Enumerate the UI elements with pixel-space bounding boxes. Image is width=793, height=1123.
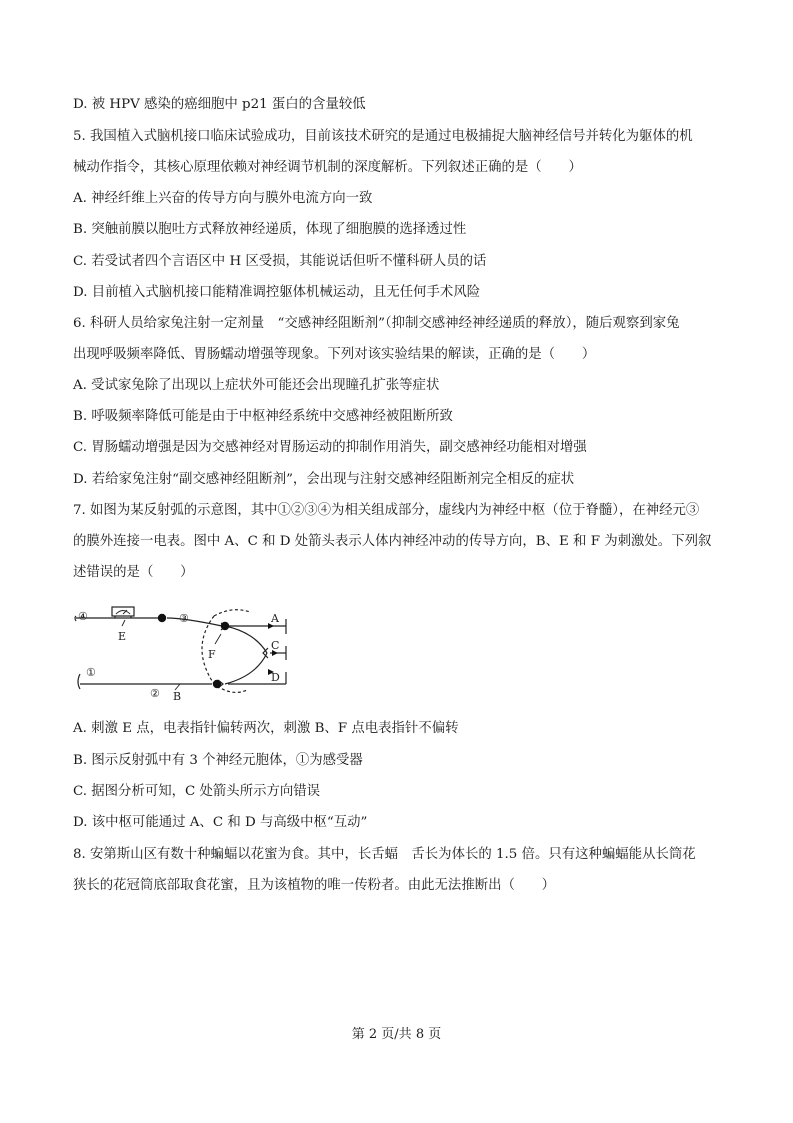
question-6-stem-line-2: 出现呼吸频率降低、胃肠蠕动增强等现象。下列对该实验结果的解读，正确的是（ ） [73,347,596,362]
label-3: ③ [179,612,189,625]
reflex-arc-diagram [72,604,302,700]
question-6-option-c: C. 胃肠蠕动增强是因为交感神经对胃肠运动的抑制作用消失，副交感神经功能相对增强 [73,440,587,455]
question-7-option-b: B. 图示反射弧中有 3 个神经元胞体，①为感受器 [73,753,363,768]
label-d: D [271,671,280,684]
label-e: E [118,630,127,643]
question-7-option-a: A. 刺激 E 点，电表指针偏转两次，刺激 B、F 点电表指针不偏转 [73,721,459,736]
question-8-stem-line-1: 8. 安第斯山区有数十种蝙蝠以花蜜为食。其中，长舌蝠 舌长为体长的 1.5 倍。只有这种蝙蝠能从长筒花 [73,847,696,862]
question-8-stem-line-2: 狭长的花冠筒底部取食花蜜，且为该植物的唯一传粉者。由此无法推断出（ ） [73,878,556,893]
question-6-option-d: D. 若给家兔注射“副交感神经阻断剂”，会出现与注射交感神经阻断剂完全相反的症状 [73,472,575,487]
question-5-option-c: C. 若受试者四个言语区中 H 区受损，其能说话但听不懂科研人员的话 [73,254,487,269]
label-f: F [208,648,216,661]
label-4: ④ [78,610,88,623]
question-6-stem-line-1: 6. 科研人员给家兔注射一定剂量 “交感神经阻断剂”（抑制交感神经神经递质的释放），随后观察到家兔 [73,316,680,331]
question-7-stem-line-3: 述错误的是（ ） [73,565,194,580]
label-1: ① [86,666,96,679]
question-6-option-a: A. 受试家兔除了出现以上症状外可能还会出现瞳孔扩张等症状 [73,378,440,393]
label-2: ② [150,687,160,700]
question-7-option-d: D. 该中枢可能通过 A、C 和 D 与高级中枢“互动” [73,815,368,830]
question-7-option-c: C. 据图分析可知，C 处箭头所示方向错误 [73,784,321,799]
question-6-option-b: B. 呼吸频率降低可能是由于中枢神经系统中交感神经被阻断所致 [73,409,453,424]
question-5-option-a: A. 神经纤维上兴奋的传导方向与膜外电流方向一致 [73,191,373,206]
label-c: C [271,639,280,652]
question-7-stem-line-1: 7. 如图为某反射弧的示意图，其中①②③④为相关组成部分，虚线内为神经中枢（位于脊髓），在神经元③ [73,503,700,518]
question-5-stem-line-2: 械动作指令，其核心原理依赖对神经调节机制的深度解析。下列叙述正确的是（ ） [73,160,582,175]
option-d-q4: D. 被 HPV 感染的癌细胞中 p21 蛋白的含量较低 [73,97,366,112]
page-footer: 第 2 页/共 8 页 [351,1027,442,1042]
question-5-stem-line-1: 5. 我国植入式脑机接口临床试验成功，目前该技术研究的是通过电极捕捉大脑神经信号并转化为躯体的机 [73,129,693,144]
question-5-option-d: D. 目前植入式脑机接口能精准调控躯体机械运动，且无任何手术风险 [73,285,481,300]
question-5-option-b: B. 突触前膜以胞吐方式释放神经递质，体现了细胞膜的选择透过性 [73,222,467,237]
question-7-stem-line-2: 的膜外连接一电表。图中 A、C 和 D 处箭头表示人体内神经冲动的传导方向，B、E 和 F 为刺激处。下列叙 [73,534,712,549]
label-b: B [173,690,182,700]
label-a: A [271,612,279,625]
